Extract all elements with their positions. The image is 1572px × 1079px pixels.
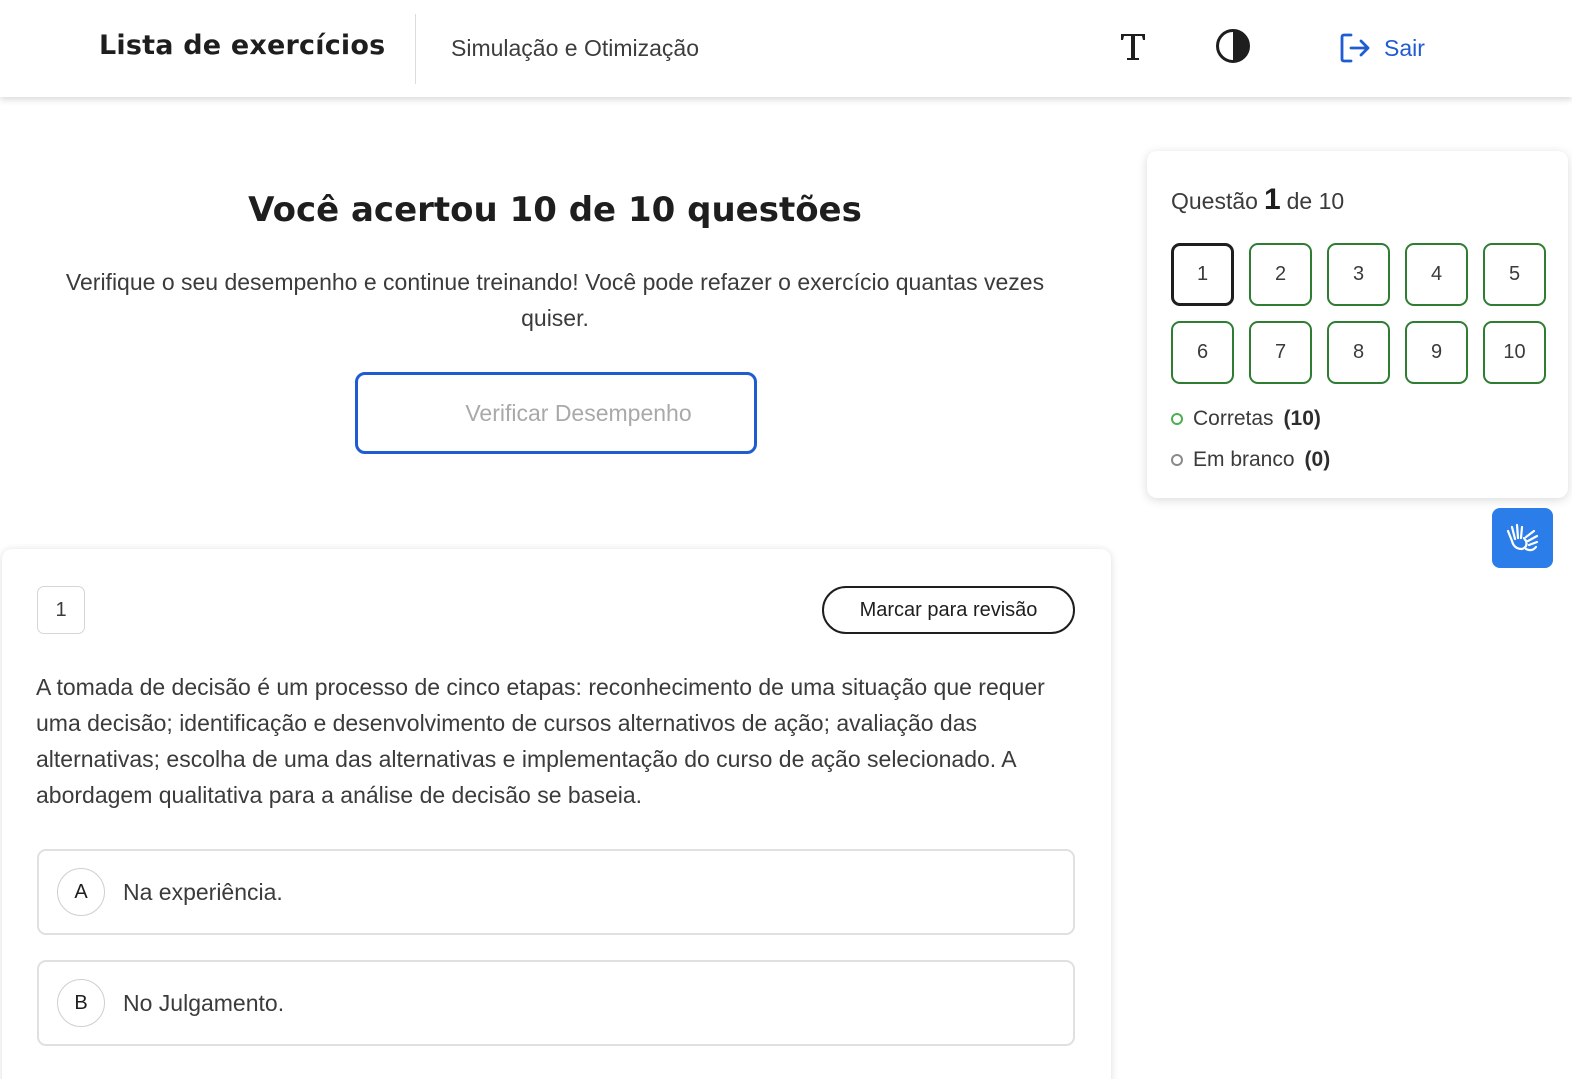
font-size-button[interactable] [1113,26,1153,66]
option-b[interactable] [37,960,1075,1046]
contrast-icon [1215,28,1251,64]
font-size-icon [1118,30,1148,62]
navigator-prefix: Questão [1171,188,1258,214]
question-button-7[interactable]: 7 [1249,321,1312,384]
legend-blank-count: (0) [1304,448,1331,471]
question-button-1[interactable]: 1 [1171,243,1234,306]
question-card [2,549,1111,1079]
header-divider [415,14,416,84]
option-a-text: Na experiência. [123,878,283,905]
legend-blank-label: Em branco [1193,448,1295,471]
top-header [0,0,1572,97]
correct-dot-icon [1171,413,1183,425]
question-button-2[interactable]: 2 [1249,243,1312,306]
question-button-10[interactable]: 10 [1483,321,1546,384]
logout-label: Sair [1384,34,1425,61]
question-statement: A tomada de decisão é um processo de cinco etapas: reconhecimento de uma situação que requer uma decisão; identificação e desenvolvimento de cursos alternativos de ação; avaliação das alternativas; escolha de uma das alternativas e implementação do curso de ação selecionado. A abordagem qualitativa para a análise de decisão se baseia. [36,674,1045,808]
question-button-5[interactable]: 5 [1483,243,1546,306]
contrast-button[interactable] [1213,26,1253,66]
navigator-current: 1 [1263,183,1281,216]
option-b-text: No Julgamento. [123,989,285,1016]
question-navigator [1147,151,1568,498]
mark-for-review-button[interactable]: Marcar para revisão [822,586,1075,634]
course-name: Simulação e Otimização [451,35,699,61]
question-button-6[interactable]: 6 [1171,321,1234,384]
logout-icon [1338,31,1372,65]
question-button-8[interactable]: 8 [1327,321,1390,384]
result-description: Verifique o seu desempenho e continue treinando! Você pode refazer o exercício quantas vezes quiser. [65,269,1045,331]
navigator-heading [1171,183,1344,217]
question-button-9[interactable]: 9 [1405,321,1468,384]
option-a[interactable] [37,849,1075,935]
question-grid [1171,243,1547,384]
verify-performance-button[interactable]: Verificar Desempenho [355,372,757,454]
legend-correct [1171,407,1321,431]
blank-dot-icon [1171,454,1183,466]
legend-correct-count: (10) [1283,407,1321,430]
legend-correct-label: Corretas [1193,407,1274,430]
option-b-letter: B [57,979,105,1027]
result-title: Você acertou 10 de 10 questões [248,190,862,230]
question-button-3[interactable]: 3 [1327,243,1390,306]
app-title: Lista de exercícios [99,30,386,61]
question-button-4[interactable]: 4 [1405,243,1468,306]
logout-button[interactable] [1338,30,1425,66]
option-a-letter: A [57,868,105,916]
question-number-badge: 1 [37,586,85,634]
sign-language-button[interactable] [1492,508,1553,568]
legend-blank [1171,448,1330,472]
navigator-suffix: de 10 [1286,188,1345,214]
sign-language-icon [1504,519,1542,557]
